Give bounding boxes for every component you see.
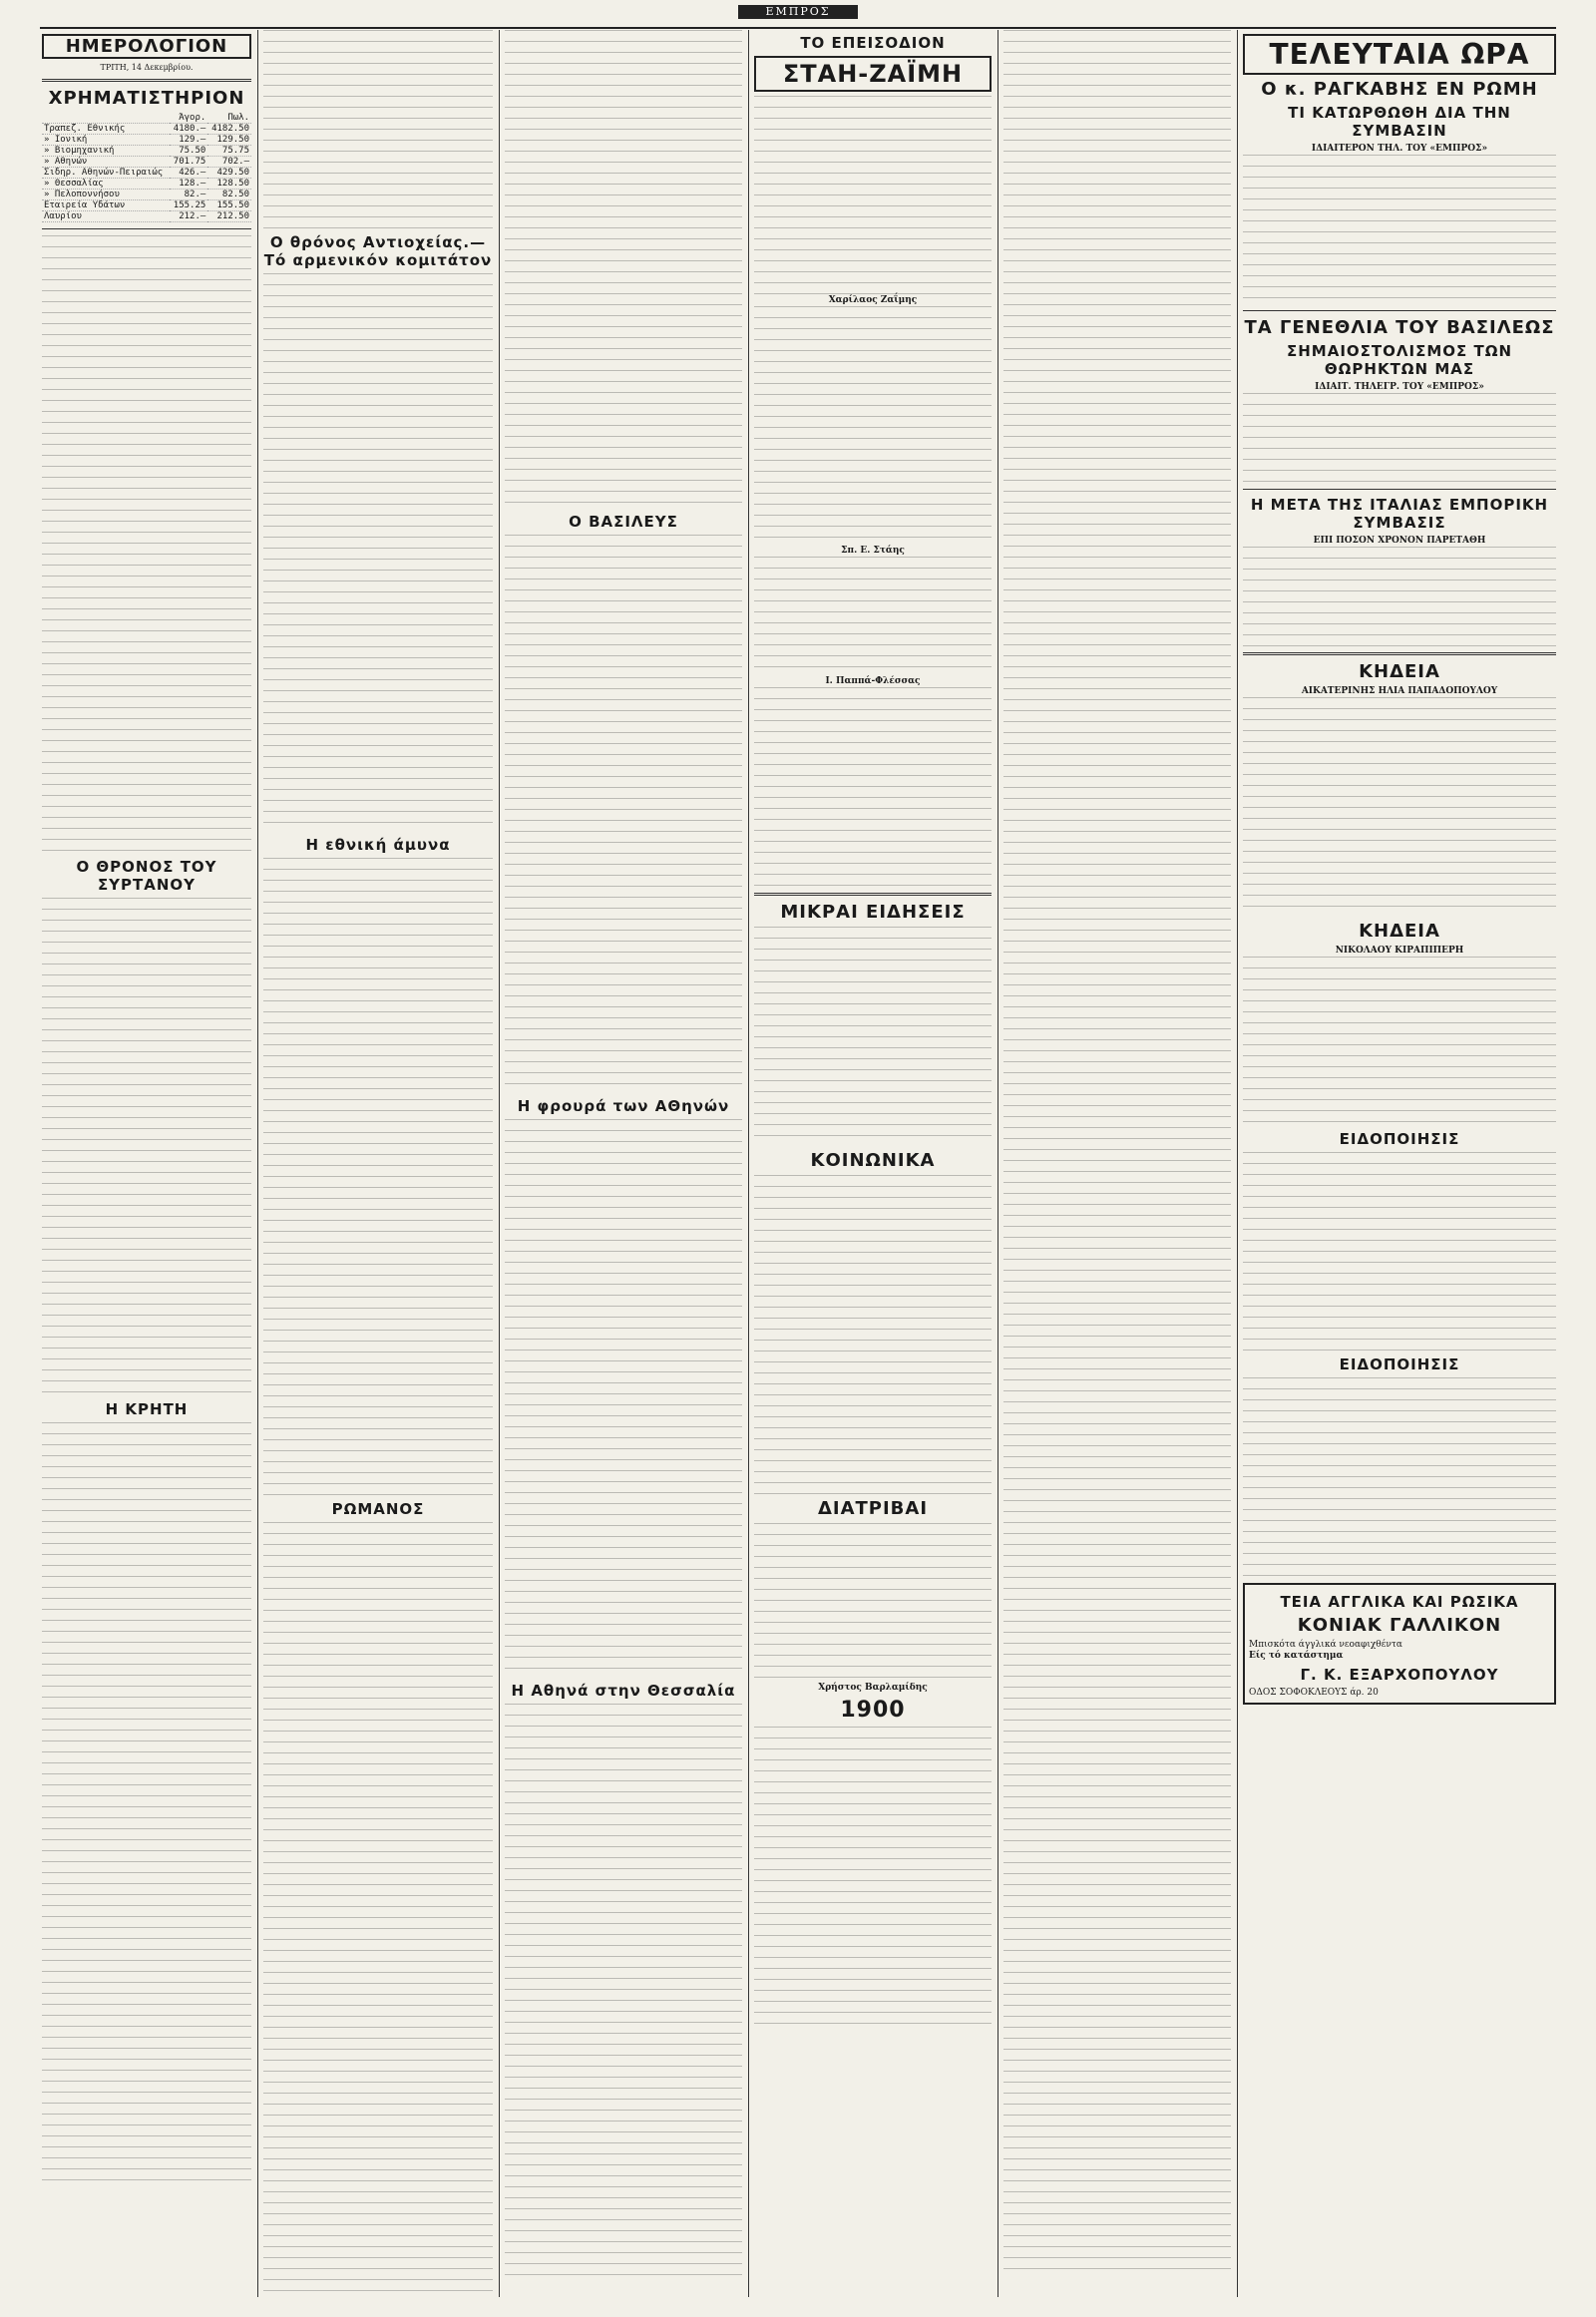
article-text [42, 1422, 251, 2180]
article-text [1243, 1152, 1556, 1352]
table-row: » Πελοποννήσου 82.— 82.50 [44, 190, 249, 199]
table-row: Εταιρεία Υδάτων 155.25 155.50 [44, 200, 249, 210]
signature: Ι. Παππά-Φλέσσας [825, 676, 921, 686]
exchange-title: ΧΡΗΜΑΤΙΣΤΗΡΙΟΝ [48, 88, 245, 109]
article-text [754, 1727, 992, 2026]
article-text [263, 858, 493, 1496]
article-text [42, 235, 251, 854]
article-text [754, 927, 992, 1146]
headline: ΚΗΔΕΙΑ [1359, 661, 1440, 682]
headline: 1900 [840, 1698, 906, 1723]
article-text [505, 1119, 742, 1678]
advertisement: ΤΕΙΑ ΑΓΓΛΙΚΑ ΚΑΙ ΡΩΣΙΚΑ ΚΟΝΙΑΚ ΓΑΛΛΙΚΟΝ Μπισκότα άγγλικά νεοαφιχθέντα Είς τό κατάστημα Γ. Κ. ΕΞΑΡΧΟΠΟΥΛΟΥ ΟΔΟΣ ΣΟΦΟΚΛΕΟΥΣ άρ. 20 [1243, 1583, 1556, 1705]
signature: Χαρίλαος Ζαΐμης [828, 295, 918, 305]
headline: ΚΟΙΝΩΝΙΚΑ [810, 1150, 936, 1171]
table-row: » Θεσσαλίας 128.— 128.50 [44, 179, 249, 189]
headline: ΔΙΑΤΡΙΒΑΙ [817, 1498, 929, 1519]
masthead-title: ΕΜΠΡΟΣ [738, 5, 858, 19]
table-row: » Ιονική 129.— 129.50 [44, 135, 249, 145]
subheading: ΑΙΚΑΤΕΡΙΝΗΣ ΗΛΙΑ ΠΑΠΑΔΟΠΟΥΛΟΥ [1301, 686, 1498, 696]
article-text [42, 898, 251, 1396]
table-row: Λαυρίου 212.— 212.50 [44, 211, 249, 221]
table-header: Άγορ. [170, 113, 207, 124]
column-2 [263, 30, 493, 2307]
subheading: ΕΠΙ ΠΟΣΟΝ ΧΡΟΝΟΝ ΠΑΡΕΤΑΘΗ [1313, 536, 1486, 546]
headline: Η ΚΡΗΤΗ [105, 1400, 189, 1418]
column-5 [1003, 30, 1231, 2307]
headline: Ο ΘΡΟΝΟΣ ΤΟΥ ΣΥΡΤΑΝΟΥ [76, 858, 217, 894]
table-row: » Αθηνών 701.75 702.— [44, 157, 249, 167]
headline: ΤΟ ΕΠΕΙΣΟΔΙΟΝ [800, 34, 946, 52]
article-text [754, 1523, 992, 1683]
article-text [505, 1704, 742, 2282]
headline: ΡΩΜΑΝΟΣ [331, 1500, 425, 1518]
signature: Χρήστος Βαρλαμίδης [818, 1683, 928, 1693]
table-header-row [42, 113, 251, 124]
subheading: ΝΙΚΟΛΑΟΥ ΚΙΡΑΠΙΠΕΡΗ [1335, 946, 1464, 956]
article-text [263, 273, 493, 832]
headline: ΤΕΛΕΥΤΑΙΑ ΩΡΑ [1243, 34, 1556, 75]
headline: ΣΗΜΑΙΟΣΤΟΛΙΣΜΟΣ ΤΩΝ ΘΩΡΗΚΤΩΝ ΜΑΣ [1286, 342, 1513, 378]
article-text [1243, 1377, 1556, 1577]
article-text [505, 535, 742, 1093]
table-row: Σιδηρ. Αθηνών-Πειραιώς 426.— 429.50 [44, 168, 249, 178]
calendar-title: ΗΜΕΡΟΛΟΓΙΟΝ [42, 34, 251, 59]
headline: ΤΑ ΓΕΝΕΘΛΙΑ ΤΟΥ ΒΑΣΙΛΕΩΣ [1244, 317, 1555, 338]
headline: Η Αθηνά στην Θεσσαλία [511, 1682, 736, 1700]
article-text [1243, 697, 1556, 917]
article-text [1243, 155, 1556, 304]
headline: Ο ΒΑΣΙΛΕΥΣ [569, 513, 678, 531]
headline: ΚΗΔΕΙΑ [1359, 921, 1440, 942]
column-6 [1243, 30, 1556, 2307]
article-text [263, 30, 493, 229]
article-text [505, 30, 742, 509]
article-text [754, 96, 992, 295]
headline: ΕΙΔΟΠΟΙΗΣΙΣ [1339, 1355, 1460, 1373]
exchange-table [42, 113, 251, 222]
article-text [754, 1175, 992, 1494]
headline: ΣΤΑΗ-ΖΑΪΜΗ [754, 56, 992, 92]
headline: Ο θρόνος Αντιοχείας.— Τό αρμενικόν κομιτάτον [263, 233, 493, 269]
article-text [1243, 393, 1556, 483]
column-4 [754, 30, 992, 2307]
table-row: Τραπεζ. Εθνικής 4180.— 4182.50 [44, 124, 249, 134]
headline: ΜΙΚΡΑΙ ΕΙΔΗΣΕΙΣ [780, 902, 966, 923]
calendar-date: ΤΡΙΤΗ, 14 Δεκεμβρίου. [100, 63, 194, 72]
table-row: » Βιομηχανική 75.50 75.75 [44, 146, 249, 156]
column-3 [505, 30, 742, 2307]
headline: ΕΙΔΟΠΟΙΗΣΙΣ [1339, 1130, 1460, 1148]
column-rule [257, 30, 258, 2297]
subheading: ΙΔΙΑΙΤ. ΤΗΛΕΓΡ. ΤΟΥ «ΕΜΠΡΟΣ» [1315, 382, 1484, 392]
signature: Σπ. Ε. Στάης [841, 546, 905, 556]
headline: Ο κ. ΡΑΓΚΑΒΗΣ ΕΝ ΡΩΜΗ [1261, 79, 1538, 100]
article-text [1243, 547, 1556, 646]
article-text [1243, 957, 1556, 1126]
subheading: ΙΔΙΑΙΤΕΡΟΝ ΤΗΛ. ΤΟΥ «ΕΜΠΡΟΣ» [1311, 144, 1488, 154]
article-text [754, 306, 992, 546]
headline: Η ΜΕΤΑ ΤΗΣ ΙΤΑΛΙΑΣ ΕΜΠΟΡΙΚΗ ΣΥΜΒΑΣΙΣ [1250, 496, 1549, 532]
column-rule [748, 30, 749, 2297]
table-header: Πωλ. [207, 113, 251, 124]
article-text [1003, 30, 1231, 2274]
masthead [40, 5, 1556, 29]
column-rule [499, 30, 500, 2297]
headline: Η εθνική άμυνα [305, 836, 451, 854]
article-text [263, 1522, 493, 2300]
headline: Η φρουρά των ΑΘηνών [517, 1097, 730, 1115]
article-text [754, 687, 992, 887]
article-text [754, 557, 992, 676]
headline: ΤΙ ΚΑΤΩΡΘΩΘΗ ΔΙΑ ΤΗΝ ΣΥΜΒΑΣΙΝ [1288, 104, 1511, 140]
column-rule [1237, 30, 1238, 2297]
column-1 [42, 30, 251, 2307]
